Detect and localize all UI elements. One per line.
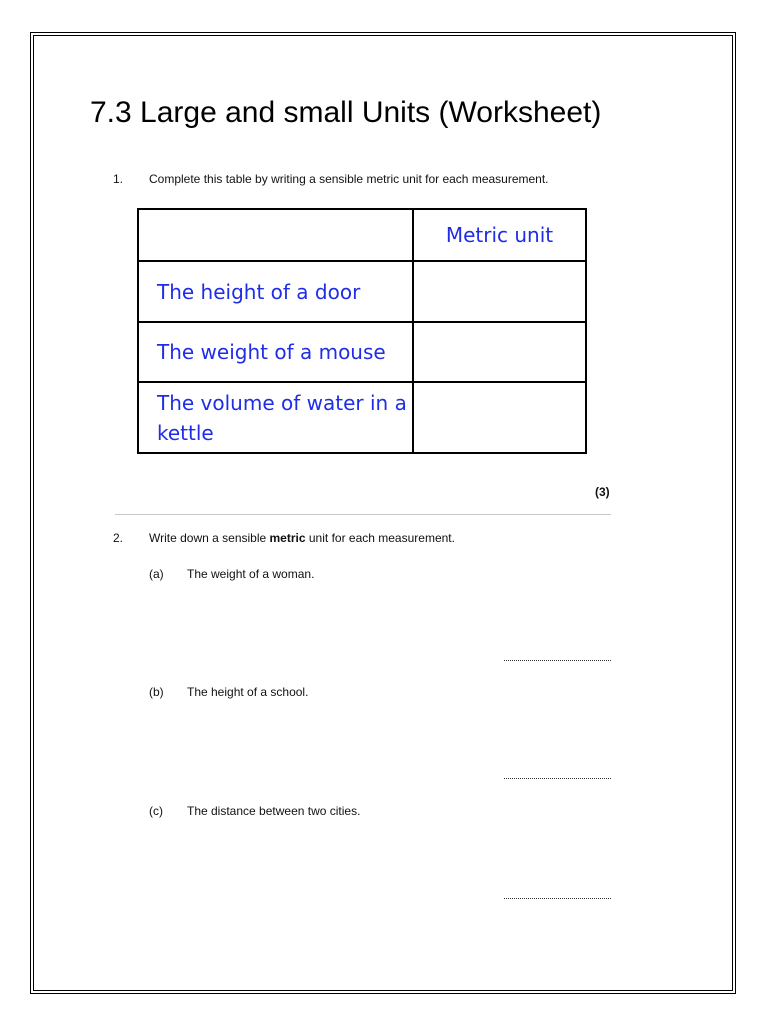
answer-cell[interactable] [413, 382, 586, 453]
question-2-text [149, 531, 455, 545]
section-divider [115, 514, 611, 515]
measurement-cell: The volume of water in a kettle [138, 382, 413, 453]
question-2-text-start: Write down a sensible [149, 531, 270, 545]
measurement-cell: The height of a door [138, 261, 413, 322]
question-1-text: Complete this table by writing a sensible metric unit for each measurement. [149, 172, 549, 186]
marks-label: (3) [595, 485, 610, 499]
answer-cell[interactable] [413, 322, 586, 382]
question-1-number: 1. [113, 172, 124, 186]
answer-line-a[interactable] [504, 660, 611, 661]
measurement-cell: The weight of a mouse [138, 322, 413, 382]
part-a-label: (a) [149, 567, 164, 581]
part-b-label: (b) [149, 685, 164, 699]
part-c-text: The distance between two cities. [187, 804, 361, 818]
table-row [138, 382, 586, 453]
answer-line-c[interactable] [504, 898, 611, 899]
question-2-text-end: unit for each measurement. [305, 531, 455, 545]
page-title: 7.3 Large and small Units (Worksheet) [90, 96, 602, 129]
table-header-cell: Metric unit [413, 209, 586, 261]
question-2-text-bold: metric [269, 531, 306, 545]
units-table [137, 208, 587, 454]
part-b-text: The height of a school. [187, 685, 309, 699]
answer-cell[interactable] [413, 261, 586, 322]
part-c-label: (c) [149, 804, 163, 818]
table-row [138, 261, 586, 322]
table-header-row [138, 209, 586, 261]
answer-line-b[interactable] [504, 778, 611, 779]
table-header-cell [138, 209, 413, 261]
part-a-text: The weight of a woman. [187, 567, 315, 581]
table-row [138, 322, 586, 382]
question-2-number: 2. [113, 531, 124, 545]
